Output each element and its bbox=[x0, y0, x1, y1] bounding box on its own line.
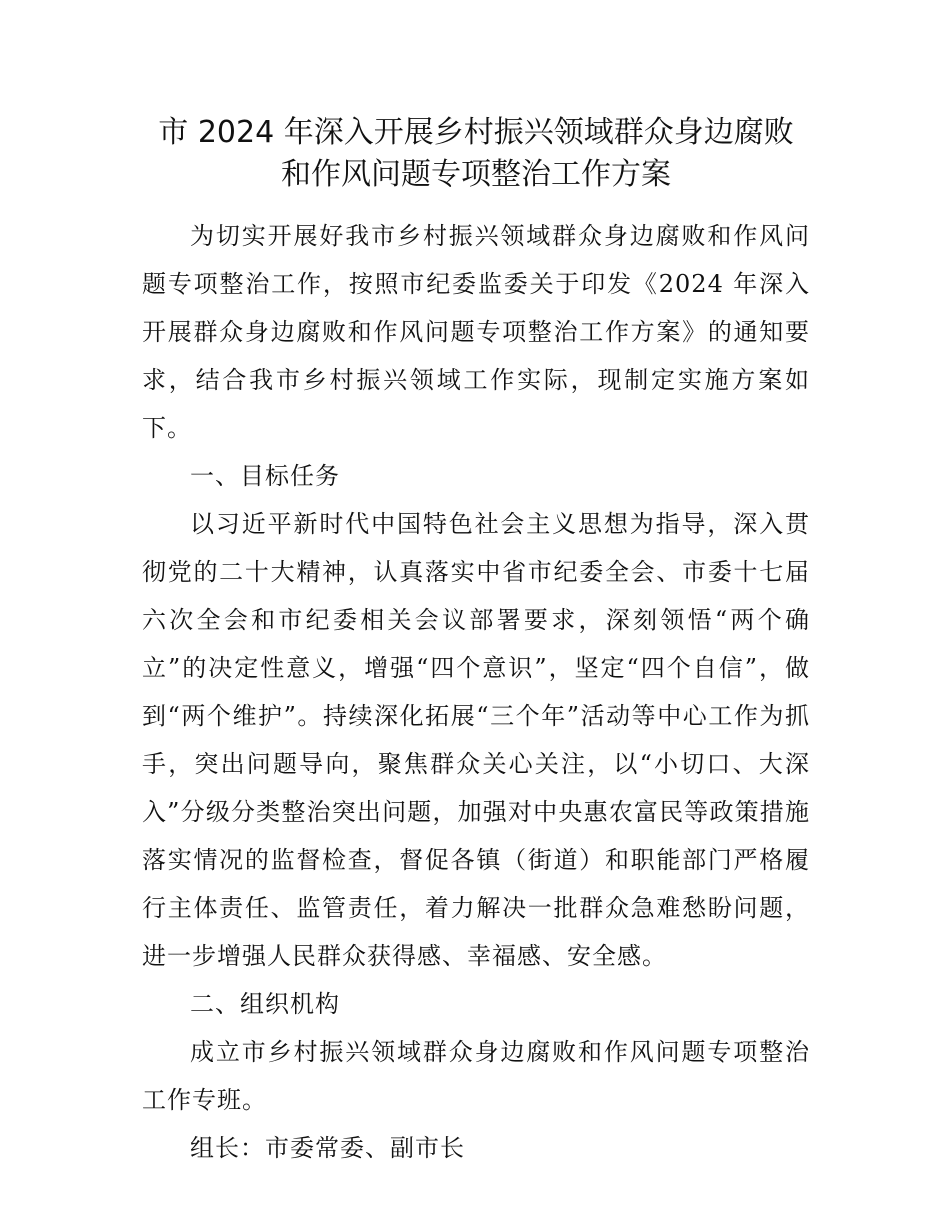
intro-paragraph: 为切实开展好我市乡村振兴领域群众身边腐败和作风问题专项整治工作，按照市纪委监委关于印发《2024 年深入开展群众身边腐败和作风问题专项整治工作方案》的通知要求，结合我市乡村振兴领域工作实际，现制定实施方案如下。 bbox=[142, 222, 810, 442]
section-heading-organization: 二、组织机构 bbox=[190, 990, 340, 1018]
document-title bbox=[142, 112, 810, 196]
section-heading-goals: 一、目标任务 bbox=[190, 462, 340, 490]
title-line-2: 和作风问题专项整治工作方案 bbox=[281, 157, 671, 192]
leader-line: 组长：市委常委、副市长 bbox=[190, 1134, 465, 1162]
title-line-1: 市 2024 年深入开展乡村振兴领域群众身边腐败 bbox=[158, 115, 794, 150]
goals-paragraph: 以习近平新时代中国特色社会主义思想为指导，深入贯彻党的二十大精神，认真落实中省市纪委全会、市委十七届六次全会和市纪委相关会议部署要求，深刻领悟“两个确立”的决定性意义，增强“四个意识”，坚定“四个自信”，做到“两个维护”。持续深化拓展“三个年”活动等中心工作为抓手，突出问题导向，聚焦群众关心关注，以“小切口、大深入”分级分类整治突出问题，加强对中央惠农富民等政策措施落实情况的监督检查，督促各镇（街道）和职能部门严格履行主体责任、监管责任，着力解决一批群众急难愁盼问题，进一步增强人民群众获得感、幸福感、安全感。 bbox=[142, 510, 810, 970]
organization-paragraph: 成立市乡村振兴领域群众身边腐败和作风问题专项整治工作专班。 bbox=[142, 1038, 810, 1114]
document-page bbox=[142, 112, 810, 1172]
document-body bbox=[142, 212, 810, 1172]
